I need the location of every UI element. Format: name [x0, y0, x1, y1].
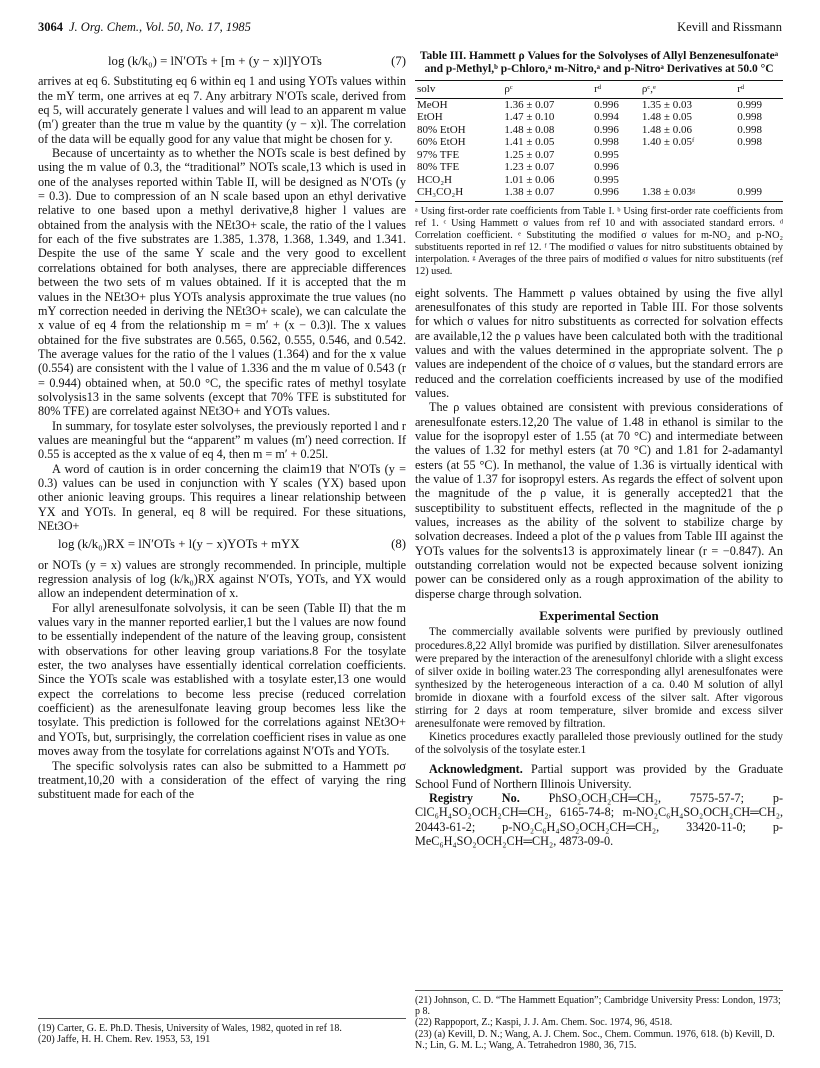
footnote: (20) Jaffe, H. H. Chem. Rev. 1953, 53, 191: [38, 1034, 211, 1046]
table-cell: 0.994: [594, 111, 619, 123]
table-cell: 0.999: [737, 98, 762, 111]
table-cell: 0.998: [737, 111, 762, 123]
table-cell: 1.35 ± 0.03: [641, 98, 692, 111]
registry-text: PhSO₂OCH₂CH═CH₂, 7575-57-7; p-ClC₆H₄SO₂OCH₂CH═CH₂, 6165-74-8; m-NO₂C₆H₄SO₂OCH₂CH═CH₂, 20443-61-2; p-NO₂C₆H₄SO₂OCH₂CH═CH₂, 33420-11-0; p-MeC₆H₄SO₂OCH₂CH═CH₂, 4873-09-0.: [415, 791, 783, 849]
equation-number: (8): [391, 537, 406, 552]
paragraph: Kinetics procedures exactly paralleled those previously outlined for the study of the solvolysis of the tosylate ester.1: [415, 731, 783, 757]
table-cell: [640, 174, 735, 187]
column-header: ρᶜ: [502, 81, 592, 99]
table-cell: 80% TFE: [417, 161, 460, 173]
table-cell: 0.996: [594, 123, 619, 136]
table-cell: 60% EtOH: [417, 136, 466, 148]
column-header: solv: [415, 81, 502, 99]
table-header-row: [415, 81, 783, 99]
running-header: [38, 20, 782, 38]
acknowledgment-text: Partial support was provided by the Graduate School Fund of Northern Illinois University.: [415, 762, 783, 791]
table-cell: 1.01 ± 0.06: [504, 173, 555, 186]
footnote: (22) Rappoport, Z.; Kaspi, J. J. Am. Chem. Soc. 1974, 96, 4518.: [415, 1017, 673, 1029]
table-cell: 1.38 ± 0.03ᵍ: [640, 186, 735, 201]
table-cell: 0.999: [735, 186, 783, 201]
table-row: [415, 98, 783, 111]
table-cell: [735, 174, 783, 187]
paragraph: The specific solvolysis rates can also be submitted to a Hammett ρσ treatment,10,20 with a consideration of the effect of varying the ring substituent made for each of the: [38, 758, 406, 802]
table-cell: 0.998: [594, 136, 619, 148]
paragraph: A word of caution is in order concerning the claim19 that N′OTs (y = 0.3) values can be used in conjunction with Y scales (YX) based upon other anionic leaving groups. This requires a linear relationship between YX and YOTs. In general, eq 8 will be required. For these situations, NEt3O+: [38, 461, 406, 533]
equation-8: [38, 537, 406, 551]
table-row: [415, 186, 783, 201]
equation-formula: log (k/k₀) = lN′OTs + [m + (y − x)l]YOTs: [108, 54, 322, 68]
paragraph: The commercially available solvents were purified by previously outlined procedures.8,22 Allyl bromide was purified by distillation. Silver arenesulfonates were prepared by the interaction of the arenesulfonyl chloride with a slight excess of silver oxide in boiling water.23 The corresponding allyl arenesulfonates were synthesized by the heterogeneous interaction of a ca. 0.40 M solution of allyl bromide in dioxane with a fourfold excess of the silver salt. After vigorous stirring for 2 days at room temperature, silver bromide and excess silver arenesulfonate were removed by filtration.: [415, 626, 783, 731]
column-header: ρᶜ,ᵉ: [640, 81, 735, 99]
table-cell: 0.998: [737, 136, 762, 148]
equation-formula: log (k/k₀)RX = lN′OTs + l(y − x)YOTs + mYX: [58, 537, 300, 552]
table-cell: 1.36 ± 0.07: [504, 98, 555, 111]
paragraph: or NOTs (y = x) values are strongly recommended. In principle, multiple regression analysis of log (k/k₀)RX against N′OTs, YOTs, and YX would allow an independent determination of x.: [38, 557, 406, 601]
table-cell: 1.25 ± 0.07: [504, 148, 555, 161]
registry-numbers: [415, 791, 783, 848]
left-footnotes: [38, 1018, 406, 1045]
paragraph: The ρ values obtained are consistent with previous considerations of arenesulfonate esters.12,20 The value of 1.48 in ethanol is similar to the value for the isopropyl ester of 1.55 (at 70 °C) and intermediate between the values of 1.32 for methyl esters (at 70 °C) and 1.81 for 2-adamantyl esters (at 55 °C). In methanol, the value of 1.36 is virtually identical with the value of 1.37 for isopropyl esters. As regards the effect of solvent upon the magnitude of the ρ value, it is generally accepted21 that the susceptibility to substituent effects, reflected in the magnitude of the ρ values, increases as the ability of the solvent to stabilize charge by solvation decreases. Indeed a plot of the ρ values from Table III against the YOTs values for the solvents13 is approximately linear (r = −0.847). An outstanding correlation would not be expected because solvent ionizing power can be considered only as a rough approximation of the ability to disperse charge through solvation.: [415, 400, 783, 601]
table-cell: 80% EtOH: [417, 123, 466, 136]
table-row: [415, 161, 783, 174]
equation-number: (7): [391, 54, 406, 68]
paragraph: arrives at eq 6. Substituting eq 6 within eq 1 and using YOTs values within the mY term, one arrives at eq 7. Any arbitrary N′OTs scale, derived from eq 5, will accurately generate l values and will lead to an apparent m value (m′) greater than the true m value by the quantity (y − x)l. The correlation of the data will be equally good for any value that might be chosen for y.: [38, 74, 406, 146]
table-cell: 1.41 ± 0.05: [504, 136, 555, 148]
table-cell: [735, 161, 783, 174]
table-cell: 0.998: [737, 123, 762, 136]
table-cell: MeOH: [417, 98, 448, 111]
table-body: [415, 98, 783, 201]
table-cell: 1.23 ± 0.07: [504, 161, 555, 173]
table-title: Table III. Hammett ρ Values for the Solvolyses of Allyl Benzenesulfonateᵃ and p-Methyl,ᵇ p-Chloro,ᵃ m-Nitro,ᵃ and p-Nitroᵃ Derivatives at 50.0 °C: [419, 50, 779, 75]
table-cell: 0.995: [594, 148, 619, 161]
footnote: (21) Johnson, C. D. “The Hammett Equation”; Cambridge University Press: London, 1973; p 8.: [415, 995, 781, 1018]
author-names: Kevill and Rissmann: [677, 20, 782, 34]
table-cell: 97% TFE: [417, 148, 460, 161]
table-cell: 1.47 ± 0.10: [504, 111, 555, 123]
table-row: [415, 136, 783, 149]
paragraph: eight solvents. The Hammett ρ values obtained by using the five allyl arenesulfonates of this study are reported in Table III. For those solvents for which σ values for nitro substituents as corrected for solvation effects are available,12 the ρ values have been calculated both with the traditional values and with the values determined in the appropriate solvent. The ρ values are independent of the choice of σ values, but the standard errors are reduced and the correlation coefficients increased by use of the modified values.: [415, 285, 783, 400]
table-row: [415, 174, 783, 187]
table-cell: 0.996: [594, 161, 619, 173]
table-cell: 1.38 ± 0.07: [502, 186, 592, 201]
table-cell: [640, 161, 735, 174]
footnote: (23) (a) Kevill, D. N.; Wang, A. J. Chem. Soc., Chem. Commun. 1976, 618. (b) Kevill, D. N.; Lin, G. M. L.; Wang, A. Tetrahedron 1980, 36, 715.: [415, 1028, 775, 1051]
column-header: rᵈ: [592, 81, 640, 99]
journal-citation: J. Org. Chem., Vol. 50, No. 17, 1985: [69, 20, 251, 34]
table-cell: 0.996: [594, 98, 619, 111]
table-row: [415, 124, 783, 137]
table-cell: 1.40 ± 0.05ᶠ: [641, 136, 695, 148]
registry-label: Registry No.: [429, 791, 520, 806]
column-header: rᵈ: [735, 81, 783, 99]
table-cell: [640, 149, 735, 162]
table-row: [415, 149, 783, 162]
footnote: (19) Carter, G. E. Ph.D. Thesis, University of Wales, 1982, quoted in ref 18.: [38, 1023, 342, 1034]
paragraph: Because of uncertainty as to whether the NOTs scale is best defined by using the m value of 0.3, the “traditional” NOTs scale,13 which is used in one of the analyses reported within Table II, will be designed as N′OTs (y = 0.3). Due to compression of an N scale based upon an ethyl derivative relative to one based upon a methyl derivative,8 higher l values are obtained from the analysis with the NEt3O+ scale, the ratio of the l values for each of the five substrates are 1.385, 1.378, 1.368, 1.349, and 1.341. Despite the use of the same Y scale and the very good to excellent correlations obtained for both analyses, there are appreciable differences between the two sets of m values obtained. If it is accepted that the m values in the NEt3O+ plus YOTs analysis approximate the true values (no mY correction needed in deriving the NEt3O+ scale), we can calculate the x value of eq 4 from the relationship m = m′ + (x − 0.3)l. The x values obtained for the five substrates are 0.565, 0.562, 0.555, 0.546, and 0.542. The average values for the ratio of the l values (1.364) and for the x value (0.554) are consistent with the l value of 1.336 and the m value of 0.543 (r = 0.944) obtained when, at 50.0 °C, the specific rates of methyl tosylate solvolysis13 in the same solvents (except that 70% TFE is substituted for 80% TFE) are correlated against NEt3O+ and YOTs values.: [38, 146, 406, 419]
table-cell: EtOH: [417, 111, 443, 123]
table-cell: 1.48 ± 0.06: [641, 123, 692, 136]
table-row: [415, 111, 783, 124]
right-footnotes: [415, 990, 783, 1051]
left-column: [38, 50, 406, 802]
paragraph: In summary, for tosylate ester solvolyses, the previously reported l and r values are meaningful but the “apparent” m values (m′) need correction. If 0.55 is accepted as the x value of eq 4, then m = m′ + 0.25l.: [38, 418, 406, 462]
table-cell: HCO₂H: [417, 173, 453, 186]
table-cell: [735, 149, 783, 162]
hammett-table: [415, 80, 783, 202]
table-cell: 1.48 ± 0.08: [504, 123, 555, 136]
table-cell: 1.48 ± 0.05: [641, 111, 692, 123]
table-cell: 0.995: [594, 173, 619, 186]
acknowledgment-label: Acknowledgment.: [429, 762, 523, 777]
equation-7: [38, 54, 406, 68]
table-cell: 0.996: [592, 186, 640, 201]
paragraph: For allyl arenesulfonate solvolysis, it can be seen (Table II) that the m values vary in the manner reported earlier,1 but the l values are now found to be essentially independent of the nature of the leaving group, consistent with observations for other leaving group variations.8 For the tosylate ester, the two analyses have essentially identical correlation coefficients. Since the YOTs scale was established with a tosylate ester,13 one would expect the correlations to become less precise (reduced correlation coefficient) as the arenesulfonate leaving group becomes less like the tosylate. This prediction is followed for the correlations against NEt3O+ and YOTs, but, surprisingly, the correlation coefficient rises in value as one moves away from the tosylate for correlations against N′OTs and YOTs.: [38, 600, 406, 759]
section-title: Experimental Section: [539, 608, 659, 624]
table-cell: CH₃CO₂H: [415, 186, 502, 201]
right-column: [415, 50, 783, 848]
table-notes: ᵃ Using first-order rate coefficients from Table I. ᵇ Using first-order rate coefficients from ref 1. ᶜ Using Hammett σ values from ref 10 and with associated standard errors. ᵈ Correlation coefficient. ᵉ Substituting the modified σ values for m-NO₂ and p-NO₂ substituents reported in ref 12. ᶠ The modified σ values for nitro substituents obtained by interpolation. ᵍ Averages of the three pairs of modified σ values for nitro substituents (ref 12) used.: [415, 205, 783, 277]
page-number: 3064: [38, 20, 63, 34]
acknowledgment: [415, 762, 783, 791]
